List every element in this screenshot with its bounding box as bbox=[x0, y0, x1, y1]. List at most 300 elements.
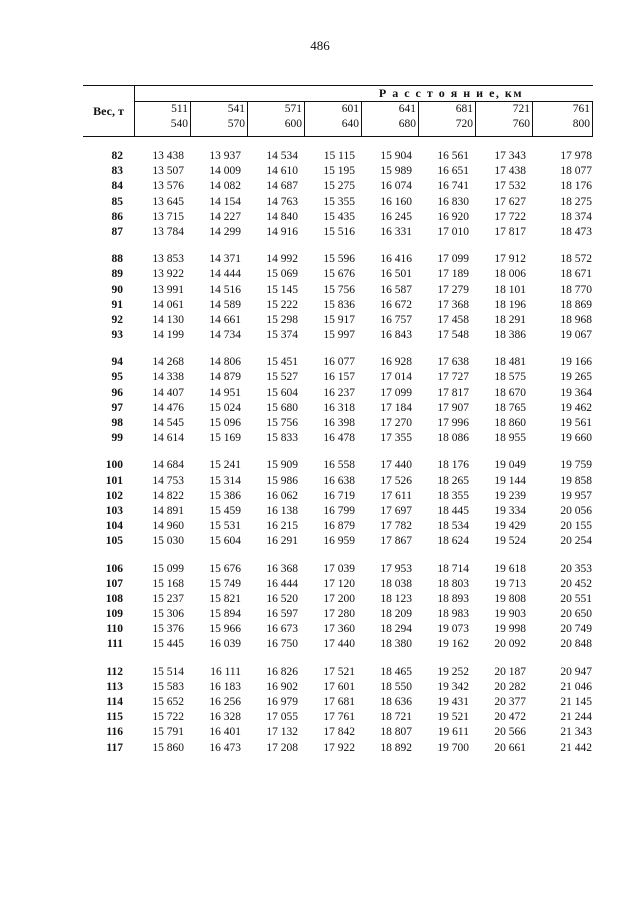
value-cell: 14 516 bbox=[209, 283, 241, 296]
weight-cell: 82 bbox=[111, 150, 123, 162]
value-cell: 15 355 bbox=[323, 195, 355, 208]
value-cell: 20 661 bbox=[494, 741, 526, 754]
value-cell: 14 154 bbox=[209, 195, 241, 208]
value-cell: 17 611 bbox=[380, 489, 412, 502]
value-cell: 18 892 bbox=[380, 741, 412, 754]
value-cell: 13 922 bbox=[152, 268, 184, 281]
range-header bbox=[134, 102, 191, 136]
value-cell: 15 069 bbox=[266, 268, 298, 281]
value-cell: 14 545 bbox=[152, 417, 184, 429]
value-cell: 14 476 bbox=[152, 401, 184, 414]
value-cell: 16 160 bbox=[380, 195, 412, 208]
value-cell: 16 039 bbox=[209, 638, 241, 651]
value-cell: 14 130 bbox=[152, 313, 184, 326]
table-row bbox=[83, 519, 593, 534]
value-cell: 19 660 bbox=[560, 432, 592, 445]
value-cell: 16 902 bbox=[266, 680, 298, 693]
value-cell: 14 589 bbox=[209, 298, 241, 311]
value-cell: 16 558 bbox=[323, 459, 355, 472]
value-cell: 18 968 bbox=[560, 313, 592, 326]
weight-cell: 87 bbox=[111, 225, 123, 238]
value-cell: 17 532 bbox=[494, 180, 526, 193]
weight-cell: 93 bbox=[111, 329, 123, 342]
table-row bbox=[83, 665, 593, 680]
value-cell: 15 445 bbox=[152, 638, 184, 651]
range-header bbox=[362, 102, 419, 136]
weight-cell: 109 bbox=[105, 608, 123, 621]
weight-cell: 108 bbox=[105, 592, 123, 605]
value-cell: 17 907 bbox=[437, 401, 469, 414]
value-cell: 20 749 bbox=[560, 623, 592, 636]
weight-cell: 95 bbox=[111, 371, 123, 384]
value-cell: 18 481 bbox=[494, 356, 526, 369]
table-row bbox=[83, 637, 593, 652]
value-cell: 16 673 bbox=[266, 623, 298, 636]
value-cell: 17 521 bbox=[323, 665, 355, 678]
value-cell: 15 275 bbox=[323, 180, 355, 193]
value-cell: 19 073 bbox=[437, 623, 469, 636]
value-cell: 15 222 bbox=[266, 298, 298, 311]
value-cell: 14 763 bbox=[266, 195, 298, 208]
table-row bbox=[83, 577, 593, 592]
value-cell: 15 756 bbox=[266, 417, 298, 429]
range-to: 540 bbox=[170, 118, 188, 130]
value-cell: 15 917 bbox=[323, 313, 355, 326]
value-cell: 16 328 bbox=[209, 711, 241, 724]
range-to: 760 bbox=[512, 118, 530, 130]
range-header bbox=[248, 102, 305, 136]
table-row bbox=[83, 179, 593, 194]
value-cell: 17 817 bbox=[494, 225, 526, 238]
value-cell: 17 343 bbox=[494, 150, 526, 162]
value-cell: 17 638 bbox=[437, 356, 469, 369]
value-cell: 19 618 bbox=[494, 562, 526, 575]
value-cell: 17 548 bbox=[437, 329, 469, 342]
weight-cell: 83 bbox=[111, 165, 123, 178]
value-cell: 19 903 bbox=[494, 608, 526, 621]
value-cell: 13 937 bbox=[209, 150, 241, 162]
row-group bbox=[83, 149, 593, 240]
weight-cell: 85 bbox=[111, 195, 123, 208]
page-number: 486 bbox=[310, 38, 330, 53]
value-cell: 16 826 bbox=[266, 665, 298, 678]
table-row bbox=[83, 225, 593, 240]
value-cell: 17 189 bbox=[437, 268, 469, 281]
table-row bbox=[83, 741, 593, 756]
value-cell: 15 909 bbox=[266, 459, 298, 472]
value-cell: 16 928 bbox=[380, 356, 412, 369]
value-cell: 14 684 bbox=[152, 459, 184, 472]
value-cell: 14 960 bbox=[152, 520, 184, 533]
value-cell: 19 561 bbox=[560, 417, 592, 429]
table-row bbox=[83, 489, 593, 504]
value-cell: 14 753 bbox=[152, 474, 184, 487]
value-cell: 18 955 bbox=[494, 432, 526, 445]
value-cell: 17 761 bbox=[323, 711, 355, 724]
value-cell: 16 215 bbox=[266, 520, 298, 533]
weight-cell: 107 bbox=[105, 577, 123, 590]
value-cell: 15 195 bbox=[323, 165, 355, 178]
value-cell: 19 858 bbox=[560, 474, 592, 487]
value-cell: 18 550 bbox=[380, 680, 412, 693]
value-cell: 17 355 bbox=[380, 432, 412, 445]
value-cell: 17 627 bbox=[494, 195, 526, 208]
value-cell: 18 575 bbox=[494, 371, 526, 384]
table-row bbox=[83, 283, 593, 298]
value-cell: 16 757 bbox=[380, 313, 412, 326]
table-row bbox=[83, 474, 593, 489]
range-header bbox=[533, 102, 593, 136]
weight-cell: 104 bbox=[105, 520, 123, 533]
value-cell: 16 672 bbox=[380, 298, 412, 311]
value-cell: 20 947 bbox=[560, 665, 592, 678]
value-cell: 17 099 bbox=[437, 253, 469, 266]
value-cell: 15 596 bbox=[323, 253, 355, 266]
value-cell: 15 722 bbox=[152, 711, 184, 724]
value-cell: 17 782 bbox=[380, 520, 412, 533]
value-cell: 16 074 bbox=[380, 180, 412, 193]
value-cell: 17 120 bbox=[323, 577, 355, 590]
range-from: 571 bbox=[284, 103, 302, 115]
value-cell: 17 722 bbox=[494, 210, 526, 223]
value-cell: 17 867 bbox=[380, 535, 412, 548]
value-cell: 16 331 bbox=[380, 225, 412, 238]
range-from: 761 bbox=[572, 103, 590, 115]
value-cell: 15 997 bbox=[323, 329, 355, 342]
value-cell: 15 836 bbox=[323, 298, 355, 311]
value-cell: 14 061 bbox=[152, 298, 184, 311]
weight-cell: 86 bbox=[111, 210, 123, 223]
value-cell: 17 438 bbox=[494, 165, 526, 178]
value-cell: 14 734 bbox=[209, 329, 241, 342]
value-cell: 15 676 bbox=[209, 562, 241, 575]
value-cell: 14 806 bbox=[209, 356, 241, 369]
value-cell: 18 291 bbox=[494, 313, 526, 326]
value-cell: 20 472 bbox=[494, 711, 526, 724]
table-row bbox=[83, 267, 593, 282]
value-cell: 18 465 bbox=[380, 665, 412, 678]
value-cell: 18 123 bbox=[380, 592, 412, 605]
value-cell: 18 380 bbox=[380, 638, 412, 651]
weight-cell: 98 bbox=[111, 417, 123, 429]
value-cell: 19 759 bbox=[560, 459, 592, 472]
table-row bbox=[83, 431, 593, 446]
table-row bbox=[83, 680, 593, 695]
value-cell: 14 338 bbox=[152, 371, 184, 384]
value-cell: 19 334 bbox=[494, 504, 526, 517]
value-cell: 14 199 bbox=[152, 329, 184, 342]
weight-cell: 105 bbox=[105, 535, 123, 548]
value-cell: 20 353 bbox=[560, 562, 592, 575]
value-cell: 18 386 bbox=[494, 329, 526, 342]
table-row bbox=[83, 458, 593, 473]
value-cell: 16 979 bbox=[266, 696, 298, 708]
value-cell: 18 176 bbox=[560, 180, 592, 193]
value-cell: 18 077 bbox=[560, 165, 592, 178]
value-cell: 16 318 bbox=[323, 401, 355, 414]
value-cell: 15 680 bbox=[266, 401, 298, 414]
value-cell: 19 252 bbox=[437, 665, 469, 678]
value-cell: 13 715 bbox=[152, 210, 184, 223]
value-cell: 15 821 bbox=[209, 592, 241, 605]
value-cell: 14 614 bbox=[152, 432, 184, 445]
value-cell: 20 848 bbox=[560, 638, 592, 651]
value-cell: 15 652 bbox=[152, 696, 184, 708]
value-cell: 15 749 bbox=[209, 577, 241, 590]
value-cell: 15 894 bbox=[209, 608, 241, 621]
range-from: 721 bbox=[512, 103, 530, 115]
value-cell: 17 184 bbox=[380, 401, 412, 414]
value-cell: 15 516 bbox=[323, 225, 355, 238]
value-cell: 20 452 bbox=[560, 577, 592, 590]
range-to: 640 bbox=[341, 118, 359, 130]
value-cell: 14 407 bbox=[152, 386, 184, 399]
value-cell: 14 687 bbox=[266, 180, 298, 193]
range-header bbox=[305, 102, 362, 136]
value-cell: 19 166 bbox=[560, 356, 592, 369]
value-cell: 18 534 bbox=[437, 520, 469, 533]
value-cell: 15 169 bbox=[209, 432, 241, 445]
value-cell: 13 438 bbox=[152, 150, 184, 162]
table-row bbox=[83, 534, 593, 549]
value-cell: 16 750 bbox=[266, 638, 298, 651]
value-cell: 19 239 bbox=[494, 489, 526, 502]
value-cell: 17 279 bbox=[437, 283, 469, 296]
value-cell: 19 998 bbox=[494, 623, 526, 636]
value-cell: 20 377 bbox=[494, 696, 526, 708]
value-cell: 19 364 bbox=[560, 386, 592, 399]
table-row bbox=[83, 386, 593, 401]
value-cell: 14 610 bbox=[266, 165, 298, 178]
value-cell: 17 978 bbox=[560, 150, 592, 162]
value-cell: 16 741 bbox=[437, 180, 469, 193]
value-cell: 18 176 bbox=[437, 459, 469, 472]
table-row bbox=[83, 298, 593, 313]
value-cell: 13 576 bbox=[152, 180, 184, 193]
value-cell: 17 996 bbox=[437, 417, 469, 429]
value-cell: 17 458 bbox=[437, 313, 469, 326]
value-cell: 17 817 bbox=[437, 386, 469, 399]
value-cell: 15 024 bbox=[209, 401, 241, 414]
value-cell: 19 611 bbox=[437, 726, 469, 739]
value-cell: 16 111 bbox=[210, 665, 241, 678]
value-cell: 19 462 bbox=[560, 401, 592, 414]
value-cell: 16 401 bbox=[209, 726, 241, 739]
value-cell: 14 082 bbox=[209, 180, 241, 193]
value-cell: 19 524 bbox=[494, 535, 526, 548]
value-cell: 18 209 bbox=[380, 608, 412, 621]
weight-cell: 96 bbox=[111, 386, 123, 399]
range-to: 800 bbox=[572, 118, 590, 130]
value-cell: 19 808 bbox=[494, 592, 526, 605]
weight-cell: 101 bbox=[105, 474, 123, 487]
value-cell: 16 799 bbox=[323, 504, 355, 517]
value-cell: 15 115 bbox=[323, 150, 355, 162]
range-from: 601 bbox=[341, 103, 359, 115]
value-cell: 17 842 bbox=[323, 726, 355, 739]
weight-cell: 88 bbox=[111, 253, 123, 266]
value-cell: 16 719 bbox=[323, 489, 355, 502]
value-cell: 16 077 bbox=[323, 356, 355, 369]
value-cell: 16 444 bbox=[266, 577, 298, 590]
value-cell: 18 086 bbox=[437, 432, 469, 445]
weight-cell: 90 bbox=[111, 283, 123, 296]
value-cell: 18 445 bbox=[437, 504, 469, 517]
value-cell: 16 638 bbox=[323, 474, 355, 487]
table-row bbox=[83, 592, 593, 607]
value-cell: 18 860 bbox=[494, 417, 526, 429]
value-cell: 18 196 bbox=[494, 298, 526, 311]
value-cell: 16 245 bbox=[380, 210, 412, 223]
value-cell: 19 431 bbox=[437, 696, 469, 708]
value-cell: 17 727 bbox=[437, 371, 469, 384]
weight-cell: 110 bbox=[106, 623, 123, 636]
value-cell: 15 374 bbox=[266, 329, 298, 342]
value-cell: 20 551 bbox=[560, 592, 592, 605]
value-cell: 13 853 bbox=[152, 253, 184, 266]
value-cell: 14 891 bbox=[152, 504, 184, 517]
value-cell: 16 830 bbox=[437, 195, 469, 208]
value-cell: 16 416 bbox=[380, 253, 412, 266]
value-cell: 18 869 bbox=[560, 298, 592, 311]
table-row bbox=[83, 195, 593, 210]
range-to: 720 bbox=[455, 118, 473, 130]
value-cell: 18 355 bbox=[437, 489, 469, 502]
range-from: 541 bbox=[227, 103, 245, 115]
value-cell: 16 501 bbox=[380, 268, 412, 281]
value-cell: 16 398 bbox=[323, 417, 355, 429]
value-cell: 16 157 bbox=[323, 371, 355, 384]
value-cell: 17 099 bbox=[380, 386, 412, 399]
table-row bbox=[83, 504, 593, 519]
value-cell: 15 833 bbox=[266, 432, 298, 445]
range-from: 641 bbox=[398, 103, 416, 115]
value-cell: 17 440 bbox=[323, 638, 355, 651]
value-cell: 15 527 bbox=[266, 371, 298, 384]
value-cell: 18 473 bbox=[560, 225, 592, 238]
value-cell: 17 526 bbox=[380, 474, 412, 487]
value-cell: 15 241 bbox=[209, 459, 241, 472]
row-group bbox=[83, 665, 593, 756]
value-cell: 15 604 bbox=[209, 535, 241, 548]
value-cell: 17 039 bbox=[323, 562, 355, 575]
weight-cell: 113 bbox=[106, 680, 123, 693]
value-cell: 16 368 bbox=[266, 562, 298, 575]
range-header bbox=[476, 102, 533, 136]
value-cell: 15 989 bbox=[380, 165, 412, 178]
value-cell: 17 360 bbox=[323, 623, 355, 636]
range-header bbox=[419, 102, 476, 136]
value-cell: 18 803 bbox=[437, 577, 469, 590]
weight-cell: 117 bbox=[106, 741, 123, 754]
value-cell: 19 429 bbox=[494, 520, 526, 533]
value-cell: 17 208 bbox=[266, 741, 298, 754]
value-cell: 15 583 bbox=[152, 680, 184, 693]
row-group bbox=[83, 562, 593, 653]
weight-cell: 92 bbox=[111, 313, 123, 326]
value-cell: 16 478 bbox=[323, 432, 355, 445]
value-cell: 19 700 bbox=[437, 741, 469, 754]
tariff-table bbox=[83, 85, 593, 756]
table-row bbox=[83, 355, 593, 370]
range-to: 680 bbox=[398, 118, 416, 130]
value-cell: 16 256 bbox=[209, 696, 241, 708]
value-cell: 16 473 bbox=[209, 741, 241, 754]
table-row bbox=[83, 725, 593, 740]
value-cell: 18 294 bbox=[380, 623, 412, 636]
value-cell: 17 270 bbox=[380, 417, 412, 429]
value-cell: 15 676 bbox=[323, 268, 355, 281]
value-cell: 18 721 bbox=[380, 711, 412, 724]
value-cell: 16 587 bbox=[380, 283, 412, 296]
range-from: 511 bbox=[171, 103, 188, 115]
value-cell: 20 056 bbox=[560, 504, 592, 517]
value-cell: 21 343 bbox=[560, 726, 592, 739]
table-row bbox=[83, 252, 593, 267]
value-cell: 15 451 bbox=[266, 356, 298, 369]
value-cell: 18 807 bbox=[380, 726, 412, 739]
weight-cell: 112 bbox=[106, 665, 123, 678]
value-cell: 15 030 bbox=[152, 535, 184, 548]
value-cell: 18 714 bbox=[437, 562, 469, 575]
value-cell: 19 067 bbox=[560, 329, 592, 342]
table-row bbox=[83, 164, 593, 179]
value-cell: 15 966 bbox=[209, 623, 241, 636]
range-header bbox=[191, 102, 248, 136]
value-cell: 13 507 bbox=[152, 165, 184, 178]
weight-cell: 84 bbox=[111, 180, 123, 193]
value-cell: 17 953 bbox=[380, 562, 412, 575]
value-cell: 17 280 bbox=[323, 608, 355, 621]
weight-cell: 106 bbox=[105, 562, 123, 575]
value-cell: 16 062 bbox=[266, 489, 298, 502]
table-row bbox=[83, 370, 593, 385]
table-body bbox=[83, 149, 593, 756]
range-to: 570 bbox=[227, 118, 245, 130]
range-from: 681 bbox=[455, 103, 473, 115]
value-cell: 19 144 bbox=[494, 474, 526, 487]
value-cell: 18 671 bbox=[560, 268, 592, 281]
value-cell: 16 520 bbox=[266, 592, 298, 605]
value-cell: 15 986 bbox=[266, 474, 298, 487]
weight-cell: 116 bbox=[106, 726, 123, 739]
value-cell: 15 386 bbox=[209, 489, 241, 502]
value-cell: 15 376 bbox=[152, 623, 184, 636]
value-cell: 15 314 bbox=[209, 474, 241, 487]
value-cell: 21 244 bbox=[560, 711, 592, 724]
value-cell: 14 444 bbox=[209, 268, 241, 281]
value-cell: 17 055 bbox=[266, 711, 298, 724]
value-cell: 14 951 bbox=[209, 386, 241, 399]
value-cell: 16 843 bbox=[380, 329, 412, 342]
row-group bbox=[83, 458, 593, 549]
value-cell: 15 237 bbox=[152, 592, 184, 605]
value-cell: 14 371 bbox=[209, 253, 241, 266]
table-row bbox=[83, 401, 593, 416]
table-row bbox=[83, 313, 593, 328]
value-cell: 14 227 bbox=[209, 210, 241, 223]
value-cell: 17 912 bbox=[494, 253, 526, 266]
value-cell: 21 046 bbox=[560, 680, 592, 693]
value-cell: 18 101 bbox=[494, 283, 526, 296]
value-cell: 17 132 bbox=[266, 726, 298, 739]
row-group bbox=[83, 252, 593, 343]
table-row bbox=[83, 710, 593, 725]
value-cell: 18 670 bbox=[494, 386, 526, 399]
value-cell: 19 049 bbox=[494, 459, 526, 472]
value-cell: 13 991 bbox=[152, 283, 184, 296]
value-cell: 19 957 bbox=[560, 489, 592, 502]
